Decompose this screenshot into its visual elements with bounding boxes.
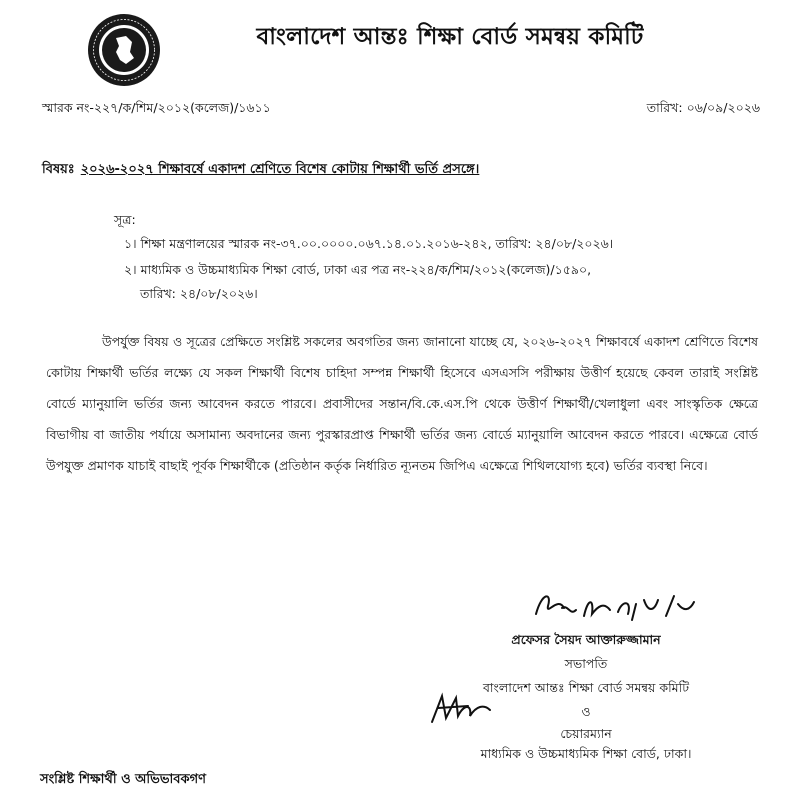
signer-organization-2: মাধ্যমিক ও উচ্চমাধ্যমিক শিক্ষা বোর্ড, ঢাকা। (480, 746, 692, 761)
body-paragraph: উপর্যুক্ত বিষয় ও সূত্রের প্রেক্ষিতে সংশ্লিষ্ট সকলের অবগতির জন্য জানানো যাচ্ছে যে, ২০২৬-২০২৭ শিক্ষাবর্ষে একাদশ শ্রেণিতে বিশেষ কোটায় শিক্ষার্থী ভর্তির লক্ষ্যে যে সকল শিক্ষার্থী বিশেষ চাহিদা সম্পন্ন শিক্ষার্থী হিসেবে এসএসসি পরীক্ষায় উত্তীর্ণ হয়েছে কেবল তারাই সংশ্লিষ্ট বোর্ডে ম্যানুয়ালি ভর্তির জন্য আবেদন করতে পারবে। প্রবাসীদের সন্তান/বি.কে.এস.পি থেকে উত্তীর্ণ শিক্ষার্থী/খেলাধুলা এবং সাংস্কৃতিক ক্ষেত্রে বিভাগীয় বা জাতীয় পর্যায়ে অসামান্য অবদানের জন্য পুরস্কারপ্রাপ্ত শিক্ষার্থী ভর্তির জন্য বোর্ডে ম্যানুয়ালি আবেদন করতে পারবে। এক্ষেত্রে বোর্ড উপযুক্ত প্রমাণক যাচাই বাছাই পূর্বক শিক্ষার্থীকে (প্রতিষ্ঠান কর্তৃক নির্ধারিত ন্যূনতম জিপিএ এক্ষেত্রে শিথিলযোগ্য হবে) ভর্তির ব্যবস্থা নিবে। (46, 334, 758, 473)
subject-line (42, 160, 479, 181)
sources-label: সূত্র: (114, 212, 136, 227)
handwritten-signature (528, 586, 698, 626)
recipient-line: সংশ্লিষ্ট শিক্ষার্থী ও অভিভাবকগণ (40, 772, 207, 787)
source-item-1: ১। শিক্ষা মন্ত্রণালয়ের স্মারক নং-৩৭.০০.০০০০.০৬৭.১৪.০১.২০১৬-২৪২, তারিখ: ২৪/০৮/২০২৬। (124, 236, 614, 251)
source-item-2: ২। মাধ্যমিক ও উচ্চমাধ্যমিক শিক্ষা বোর্ড, ঢাকা এর পত্র নং-২২৪/ক/শিম/২০১২(কলেজ)/১৫৯০, (124, 262, 592, 277)
subject-label: বিষয়ঃ (42, 162, 75, 177)
issue-date: তারিখ: ০৬/০৯/২০২৬ (646, 100, 760, 115)
signer-name: প্রফেসর সৈয়দ আক্তারুজ্জামান (511, 632, 661, 647)
page-title: বাংলাদেশ আন্তঃ শিক্ষা বোর্ড সমন্বয় কমিটি (256, 24, 644, 50)
signer-title-chairman: সভাপতি (564, 656, 608, 671)
subject-text: ২০২৬-২০২৭ শিক্ষাবর্ষে একাদশ শ্রেণিতে বিশেষ কোটায় শিক্ষার্থী ভর্তি প্রসঙ্গে। (80, 162, 480, 177)
source-item-2-date: তারিখ: ২৪/০৮/২০২৬। (140, 286, 258, 301)
signer-organization-1: বাংলাদেশ আন্তঃ শিক্ষা বোর্ড সমন্বয় কমিটি (482, 680, 690, 695)
signer-conjunction: ও (581, 704, 591, 719)
government-seal-logo (86, 12, 162, 88)
signer-title-chairman-2: চেয়ারম্যান (560, 726, 612, 741)
reference-number: স্মারক নং-২২৭/ক/শিম/২০১২(কলেজ)/১৬১১ (42, 100, 271, 115)
